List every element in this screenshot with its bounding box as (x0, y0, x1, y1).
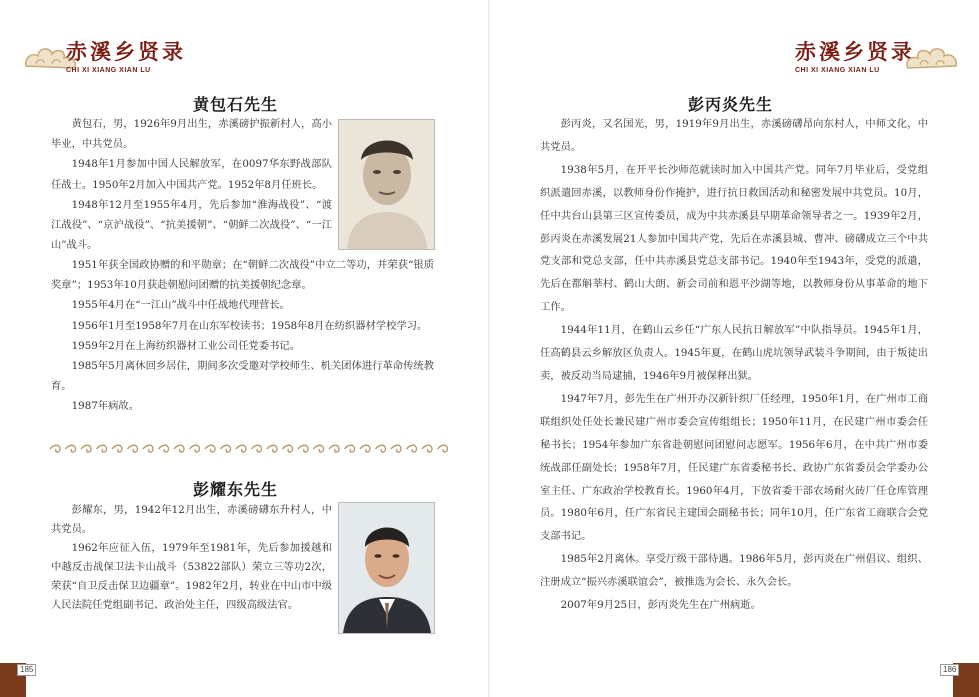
bio-paragraph: 黄包石，男，1926年9月出生，赤溪磅护振新村人，高小毕业，中共党员。 (51, 118, 332, 151)
scroll-divider-icon (48, 444, 452, 454)
bio-paragraph: 1955年4月在“一江山”战斗中任战地代理营长。 (71, 299, 290, 312)
page-number: 186 (940, 664, 959, 676)
bio-paragraph: 1951年获全国政协赠的和平勋章；在“朝鲜二次战役”中立二等功，并荣获“银质奖章”；1953年10月获赴朝慰问团赠的抗美援朝纪念章。 (51, 259, 434, 292)
book-header (66, 36, 186, 76)
bio-paragraph: 1938年5月，在开平长沙师范就读时加入中国共产党。同年7月毕业后，受党组织派遣回赤溪，以教师身份作掩护，进行抗日救国活动和秘密发展中共党员。10月，任中共台山县第三区宣传委员，成为中共赤溪县早期革命领导者之一。1939年2月，彭丙炎在赤溪发展21人参加中国共产党，先后在赤溪县城、曹冲、磅礴成立三个中共党支部和党总支部，任中共赤溪县党总支部书记。1940年至1943年，受党的派遣，先后在都斛莘村、鹤山大朗、新会司前和恩平沙湖等地，以教师身份从事革命的地下工作。 (540, 163, 928, 314)
page-number: 185 (17, 664, 36, 676)
bio-paragraph: 1987年病故。 (71, 400, 139, 413)
bio-paragraph: 1956年1月至1958年7月在山东军校读书；1958年8月在纺织器材学校学习。 (71, 319, 428, 332)
right-page (490, 0, 979, 697)
bio-paragraph: 1962年应征入伍，1979年至1981年，先后参加援越和中越反击战保卫法卡山战斗（53822部队）荣立三等功2次，荣获“自卫反击保卫边疆章”。1982年2月，转业在中山市中级人民法院任党组副书记、政治处主任，四级高级法官。 (51, 542, 332, 611)
bio-paragraph: 1944年11月，在鹤山云乡任“广东人民抗日解放军”中队指导员。1945年1月，任高鹤县云乡解放区负责人。1945年夏，在鹤山虎坑领导武装斗争期间，由于叛徒出卖，被反动当局逮捕，1946年9月被保释出狱。 (540, 324, 928, 382)
book-subtitle: CHI XI XIANG XIAN LU (66, 67, 151, 74)
biography-text (51, 501, 332, 615)
portrait-photo (338, 119, 435, 250)
person-name: 彭耀东先生 (193, 480, 279, 499)
left-page (0, 0, 489, 697)
bio-paragraph: 1948年1月参加中国人民解放军，在0097华东野战部队任战士。1950年2月加入中国共产党。1952年8月任班长。 (51, 158, 332, 191)
bio-paragraph: 2007年9月25日，彭丙炎先生在广州病逝。 (560, 599, 761, 612)
bio-paragraph: 彭耀东，男，1942年12月出生，赤溪磅礴东升村人，中共党员。 (51, 504, 332, 535)
bio-paragraph: 1985年5月离休回乡居住，期间多次受邀对学校师生、机关团体进行革命传统教育。 (51, 360, 434, 393)
bio-paragraph: 1947年7月，彭先生在广州开办汉新针织厂任经理，1950年1月，在广州市工商联组织处任处长兼民建广州市委会宣传组组长；1950年11月，在民建广州市委会任秘书长；1954年参加广东省赴朝慰问团慰问志愿军。1956年6月，在中共广州市委统战部任副处长；1958年7月，任民建广东省委秘书长、政协广东省委员会学委办公室主任、广东政治学校教育长。1960年4月，下放省委干部农场耐火砖厂任仓库管理员。1980年6月，任广东省民主建国会副秘书长；同年10月，任广东省工商联合会党支部书记。 (540, 392, 928, 543)
biography-text-continued (51, 255, 434, 417)
cloud-ornament-icon (900, 40, 960, 74)
biography-text (540, 113, 928, 617)
bio-paragraph: 1959年2月在上海纺织器材工业公司任党委书记。 (71, 339, 300, 352)
bio-paragraph: 1985年2月离休。享受厅级干部待遇。1986年5月，彭丙炎在广州倡议、组织、注册成立“振兴赤溪联谊会”，被推选为会长、永久会长。 (540, 553, 928, 589)
book-header (795, 36, 915, 76)
portrait-photo (338, 502, 435, 634)
person-name: 彭丙炎先生 (688, 95, 774, 114)
bio-paragraph: 1948年12月至1955年4月，先后参加“淮海战役”、“渡江战役”、“京沪战役”、“抗美援朝”、“朝鲜二次战役”、“一江山”战斗。 (51, 198, 332, 252)
bio-paragraph: 彭丙炎，又名国光，男，1919年9月出生，赤溪磅礴昂向东村人，中师文化，中共党员。 (540, 118, 928, 153)
book-subtitle: CHI XI XIANG XIAN LU (795, 67, 880, 74)
biography-text (51, 114, 332, 255)
book-title: 赤溪乡贤录 (795, 39, 915, 64)
person-name: 黄包石先生 (193, 95, 279, 114)
book-title: 赤溪乡贤录 (66, 39, 186, 64)
